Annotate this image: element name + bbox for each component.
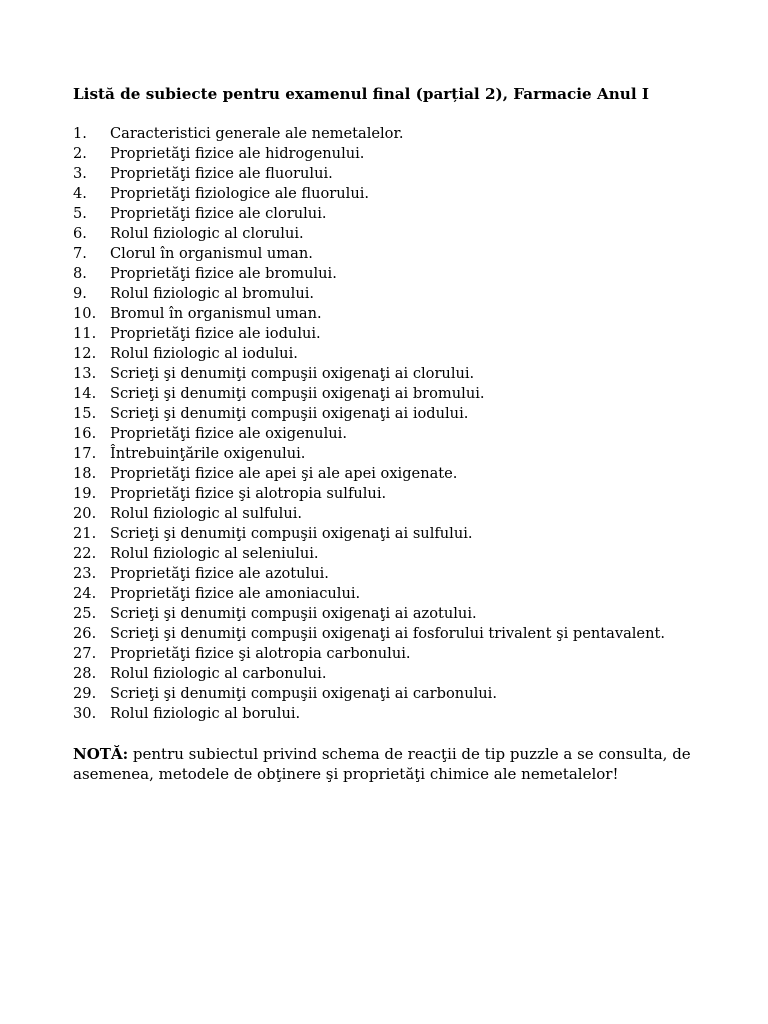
- note-label: NOTĂ:: [73, 745, 129, 763]
- list-item: [73, 204, 713, 224]
- list-item: [73, 524, 713, 544]
- topic-text: Rolul fiziologic al carbonului.: [110, 665, 327, 682]
- topic-text: Proprietăţi fizice ale bromului.: [110, 265, 337, 282]
- topic-text: Scrieţi şi denumiţi compuşii oxigenaţi ai iodului.: [110, 405, 469, 422]
- topic-number: 25.: [73, 605, 97, 622]
- topic-number: 30.: [73, 705, 97, 722]
- topic-number: 24.: [73, 585, 97, 602]
- list-item: [73, 464, 713, 484]
- topic-number: 26.: [73, 625, 97, 642]
- list-item: [73, 444, 713, 464]
- list-item: [73, 124, 713, 144]
- list-item: [73, 684, 713, 704]
- topic-text: Scrieţi şi denumiţi compuşii oxigenaţi ai bromului.: [110, 385, 485, 402]
- document-page: [73, 84, 713, 799]
- topic-number: 28.: [73, 665, 97, 682]
- topic-number: 7.: [73, 245, 87, 262]
- topic-text: Proprietăţi fizice ale apei şi ale apei oxigenate.: [110, 465, 458, 482]
- topic-number: 8.: [73, 265, 87, 282]
- topic-text: Proprietăţi fizice ale amoniacului.: [110, 585, 361, 602]
- list-item: [73, 324, 713, 344]
- topic-text: Proprietăţi fizice şi alotropia carbonului.: [110, 645, 411, 662]
- topic-text: Proprietăţi fizice şi alotropia sulfului.: [110, 485, 387, 502]
- topic-number: 3.: [73, 165, 87, 182]
- list-item: [73, 304, 713, 324]
- topic-text: Bromul în organismul uman.: [110, 305, 322, 322]
- topic-text: Caracteristici generale ale nemetalelor.: [110, 125, 404, 142]
- topic-text: Scrieţi şi denumiţi compuşii oxigenaţi ai fosforului trivalent şi pentavalent.: [110, 625, 665, 642]
- topic-text: Proprietăţi fizice ale fluorului.: [110, 165, 333, 182]
- topic-number: 10.: [73, 305, 97, 322]
- topic-text: Scrieţi şi denumiţi compuşii oxigenaţi ai sulfului.: [110, 525, 473, 542]
- note-paragraph: [73, 744, 723, 784]
- list-item: [73, 704, 713, 724]
- list-item: [73, 164, 713, 184]
- list-item: [73, 404, 713, 424]
- list-item: [73, 624, 713, 644]
- topic-number: 27.: [73, 645, 97, 662]
- topic-number: 6.: [73, 225, 87, 242]
- list-item: [73, 144, 713, 164]
- list-item: [73, 584, 713, 604]
- topic-number: 14.: [73, 385, 97, 402]
- topic-text: Rolul fiziologic al seleniului.: [110, 545, 319, 562]
- topic-text: Rolul fiziologic al borului.: [110, 705, 301, 722]
- topic-number: 15.: [73, 405, 97, 422]
- topic-text: Proprietăţi fizice ale iodului.: [110, 325, 321, 342]
- topic-text: Proprietăţi fizice ale clorului.: [110, 205, 327, 222]
- list-item: [73, 644, 713, 664]
- list-item: [73, 364, 713, 384]
- topic-number: 2.: [73, 145, 87, 162]
- topic-number: 12.: [73, 345, 97, 362]
- list-item: [73, 604, 713, 624]
- list-item: [73, 544, 713, 564]
- topic-text: Proprietăţi fizice ale hidrogenului.: [110, 145, 365, 162]
- list-item: [73, 264, 713, 284]
- document-title: Listă de subiecte pentru examenul final (parțial 2), Farmacie Anul I: [73, 85, 650, 103]
- list-item: [73, 284, 713, 304]
- topic-text: Proprietăţi fizice ale oxigenului.: [110, 425, 347, 442]
- topic-number: 29.: [73, 685, 97, 702]
- topic-number: 17.: [73, 445, 97, 462]
- topic-number: 11.: [73, 325, 97, 342]
- topic-number: 9.: [73, 285, 87, 302]
- topic-text: Clorul în organismul uman.: [110, 245, 313, 262]
- list-item: [73, 484, 713, 504]
- topic-text: Rolul fiziologic al clorului.: [110, 225, 304, 242]
- topic-number: 1.: [73, 125, 87, 142]
- list-item: [73, 564, 713, 584]
- topic-number: 21.: [73, 525, 97, 542]
- list-item: [73, 184, 713, 204]
- topic-text: Proprietăţi fizice ale azotului.: [110, 565, 329, 582]
- topic-text: Rolul fiziologic al sulfului.: [110, 505, 303, 522]
- topic-number: 4.: [73, 185, 87, 202]
- topic-number: 13.: [73, 365, 97, 382]
- topic-text: Proprietăţi fiziologice ale fluorului.: [110, 185, 370, 202]
- list-item: [73, 244, 713, 264]
- topic-text: Scrieţi şi denumiţi compuşii oxigenaţi ai clorului.: [110, 365, 475, 382]
- topic-number: 22.: [73, 545, 97, 562]
- topic-text: Rolul fiziologic al bromului.: [110, 285, 315, 302]
- topic-text: Scrieţi şi denumiţi compuşii oxigenaţi ai azotului.: [110, 605, 477, 622]
- note-text: pentru subiectul privind schema de reacţii de tip puzzle a se consulta, de asemenea, metodele de obţinere şi proprietăţi chimice ale nemetalelor!: [73, 745, 691, 783]
- list-item: [73, 504, 713, 524]
- topic-number: 5.: [73, 205, 87, 222]
- topic-list: [73, 124, 713, 724]
- topic-number: 23.: [73, 565, 97, 582]
- list-item: [73, 224, 713, 244]
- list-item: [73, 344, 713, 364]
- topic-number: 20.: [73, 505, 97, 522]
- list-item: [73, 424, 713, 444]
- topic-number: 18.: [73, 465, 97, 482]
- topic-text: Scrieţi şi denumiţi compuşii oxigenaţi ai carbonului.: [110, 685, 497, 702]
- topic-text: Rolul fiziologic al iodului.: [110, 345, 298, 362]
- list-item: [73, 664, 713, 684]
- topic-number: 19.: [73, 485, 97, 502]
- topic-number: 16.: [73, 425, 97, 442]
- topic-text: Întrebuinţările oxigenului.: [110, 445, 306, 462]
- list-item: [73, 384, 713, 404]
